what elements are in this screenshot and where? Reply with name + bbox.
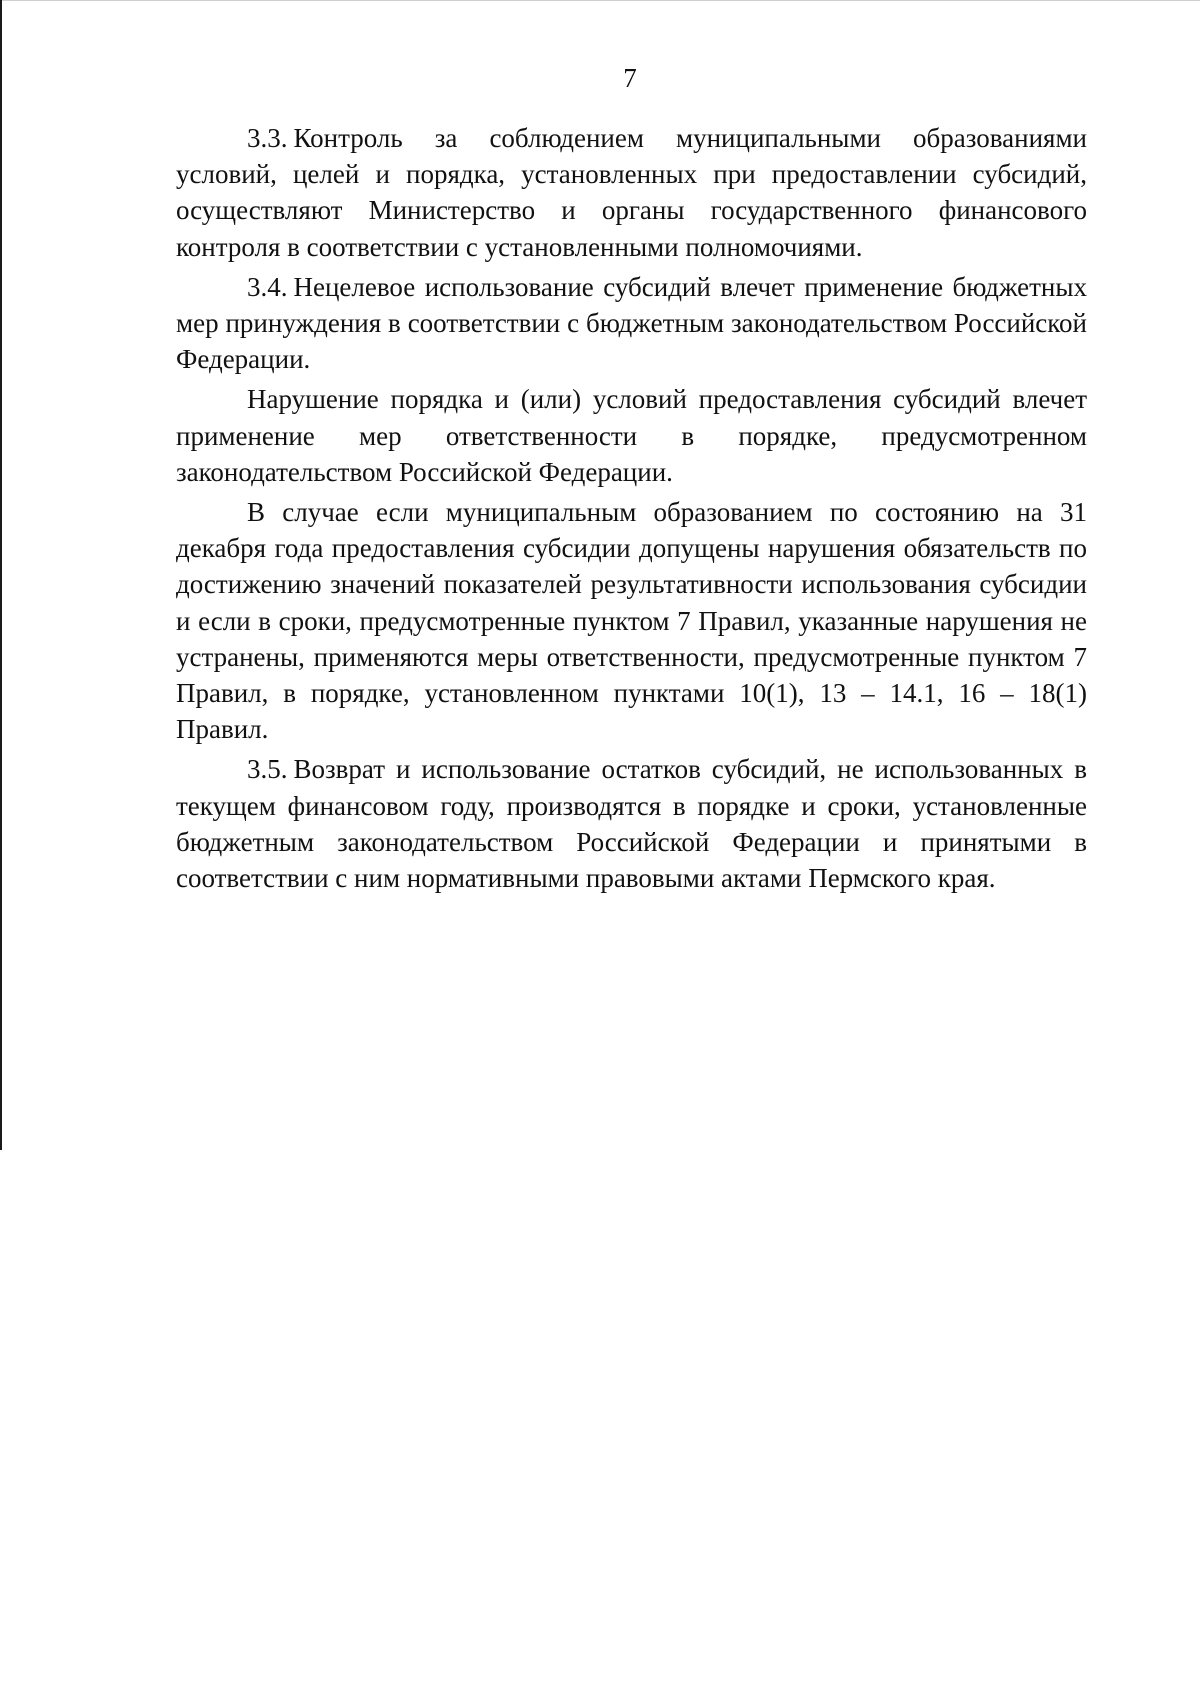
scan-top-edge <box>0 0 1200 1</box>
paragraph-3-3 <box>176 120 1087 265</box>
page-number: 7 <box>623 63 637 93</box>
paragraph-text: Возврат и использование остатков субсидий, не использованных в текущем финансовом году, производятся в порядке и сроки, установленные бюджетным законодательством Российской Федерации и принятыми в соответствии с ним нормативными правовыми актами Пермского края. <box>176 754 1087 894</box>
scan-left-edge <box>0 0 2 1150</box>
paragraph-number: 3.5. <box>247 754 288 785</box>
document-body <box>176 120 1087 900</box>
paragraph-text: Нецелевое использование субсидий влечет применение бюджетных мер принуждения в соответствии с бюджетным законодательством Российской Федерации. <box>176 271 1087 375</box>
paragraph-3-4 <box>176 269 1087 378</box>
paragraph-number: 3.3. <box>247 123 288 153</box>
paragraph-violation-order <box>176 381 1087 490</box>
paragraph-text: В случае если муниципальным образованием по состоянию на 31 декабря года предоставления субсидии допущены нарушения обязательств по достижению значений показателей результативности использования субсидии и если в сроки, предусмотренные пунктом 7 Правил, указанные нарушения не устранены, применяются меры ответственности, предусмотренные пунктом 7 Правил, в порядке, установленном пунктами 10(1), 13 – 14.1, 16 – 18(1) Правил. <box>176 497 1087 745</box>
paragraph-number: 3.4. <box>247 271 288 302</box>
paragraph-obligation-violation <box>176 494 1087 747</box>
paragraph-text: Нарушение порядка и (или) условий предоставления субсидий влечет применение мер ответственности в порядке, предусмотренном законодательством Российской Федерации. <box>176 384 1087 487</box>
paragraph-text: Контроль за соблюдением муниципальными образованиями условий, целей и порядка, установленных при предоставлении субсидий, осуществляют Министерство и органы государственного финансового контроля в соответствии с установленными полномочиями. <box>176 123 1087 262</box>
paragraph-3-5 <box>176 751 1087 896</box>
